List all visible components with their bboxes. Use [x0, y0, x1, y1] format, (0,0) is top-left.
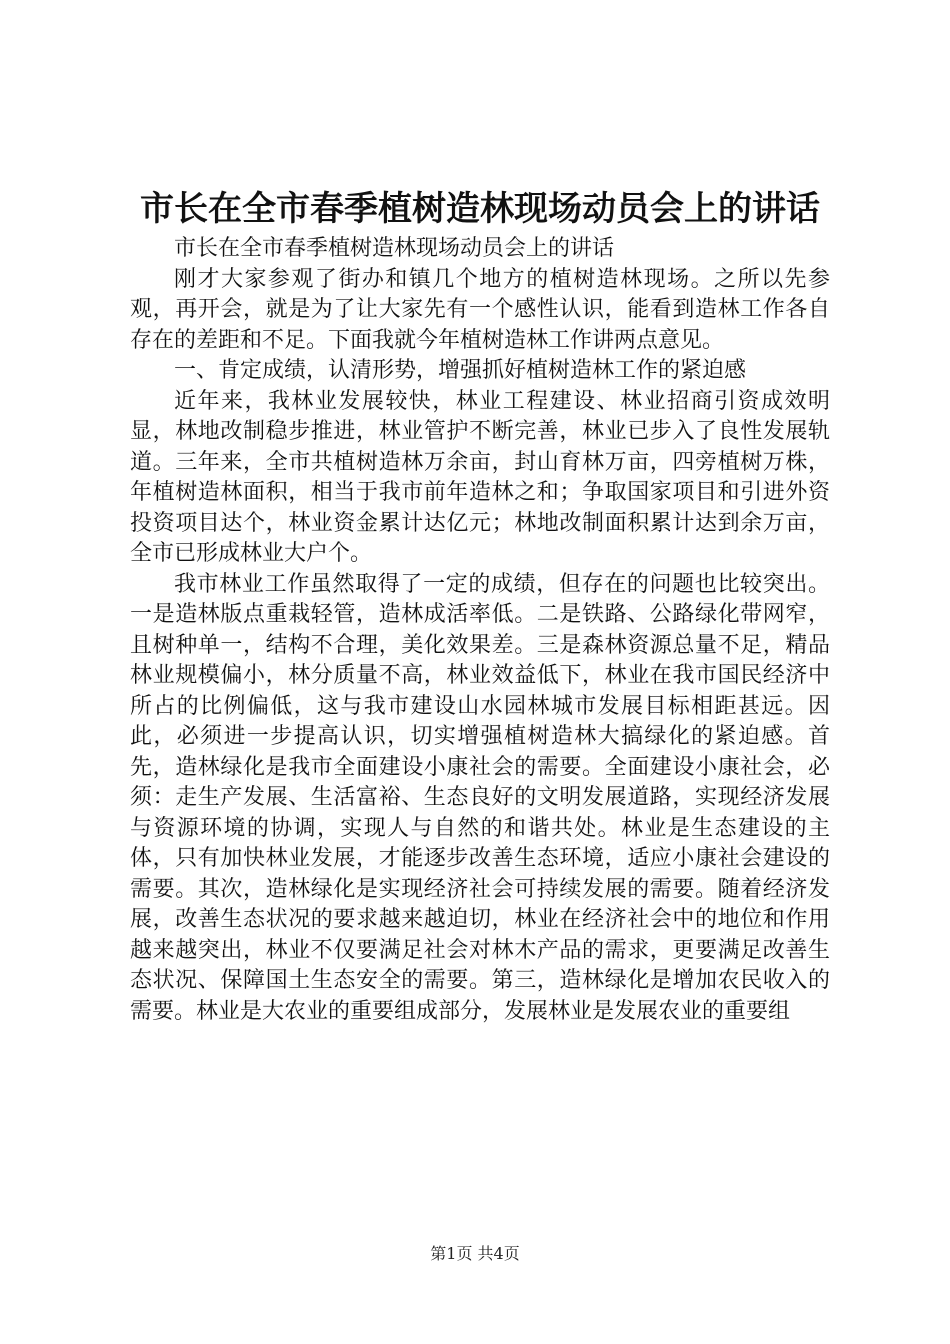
- document-body: [130, 234, 830, 1027]
- section-heading: 一、肯定成绩，认清形势，增强抓好植树造林工作的紧迫感: [174, 358, 747, 383]
- intro-paragraph: 刚才大家参观了街办和镇几个地方的植树造林现场。之所以先参观，再开会，就是为了让大家先有一个感性认识，能看到造林工作各自存在的差距和不足。下面我就今年植树造林工作讲两点意见。: [130, 266, 830, 353]
- page-footer: 第1页 共4页: [430, 1244, 520, 1263]
- achievements-paragraph: 近年来，我林业发展较快，林业工程建设、林业招商引资成效明显，林地改制稳步推进，林业管护不断完善，林业已步入了良性发展轨道。三年来，全市共植树造林万余亩，封山育林万亩，四旁植树万株，年植树造林面积，相当于我市前年造林之和；争取国家项目和引进外资投资项目达个，林业资金累计达亿元；林地改制面积累计达到余万亩，全市已形成林业大户个。: [130, 388, 830, 566]
- subtitle-paragraph: 市长在全市春季植树造林现场动员会上的讲话: [174, 236, 615, 261]
- problems-paragraph: 我市林业工作虽然取得了一定的成绩，但存在的问题也比较突出。一是造林版点重栽轻管，造林成活率低。二是铁路、公路绿化带网窄，且树种单一，结构不合理，美化效果差。三是森林资源总量不足，精品林业规模偏小，林分质量不高，林业效益低下，林业在我市国民经济中所占的比例偏低，这与我市建设山水园林城市发展目标相距甚远。因此，必须进一步提高认识，切实增强植树造林大搞绿化的紧迫感。首先，造林绿化是我市全面建设小康社会的需要。全面建设小康社会，必须：走生产发展、生活富裕、生态良好的文明发展道路，实现经济发展与资源环境的协调，实现人与自然的和谐共处。林业是生态建设的主体，只有加快林业发展，才能逐步改善生态环境，适应小康社会建设的需要。其次，造林绿化是实现经济社会可持续发展的需要。随着经济发展，改善生态状况的要求越来越迫切，林业在经济社会中的地位和作用越来越突出，林业不仅要满足社会对林木产品的需求，更要满足改善生态状况、保障国土生态安全的需要。第三，造林绿化是增加农民收入的需要。林业是大农业的重要组成部分，发展林业是发展农业的重要组: [130, 571, 830, 1024]
- document-title: 市长在全市春季植树造林现场动员会上的讲话: [140, 189, 820, 229]
